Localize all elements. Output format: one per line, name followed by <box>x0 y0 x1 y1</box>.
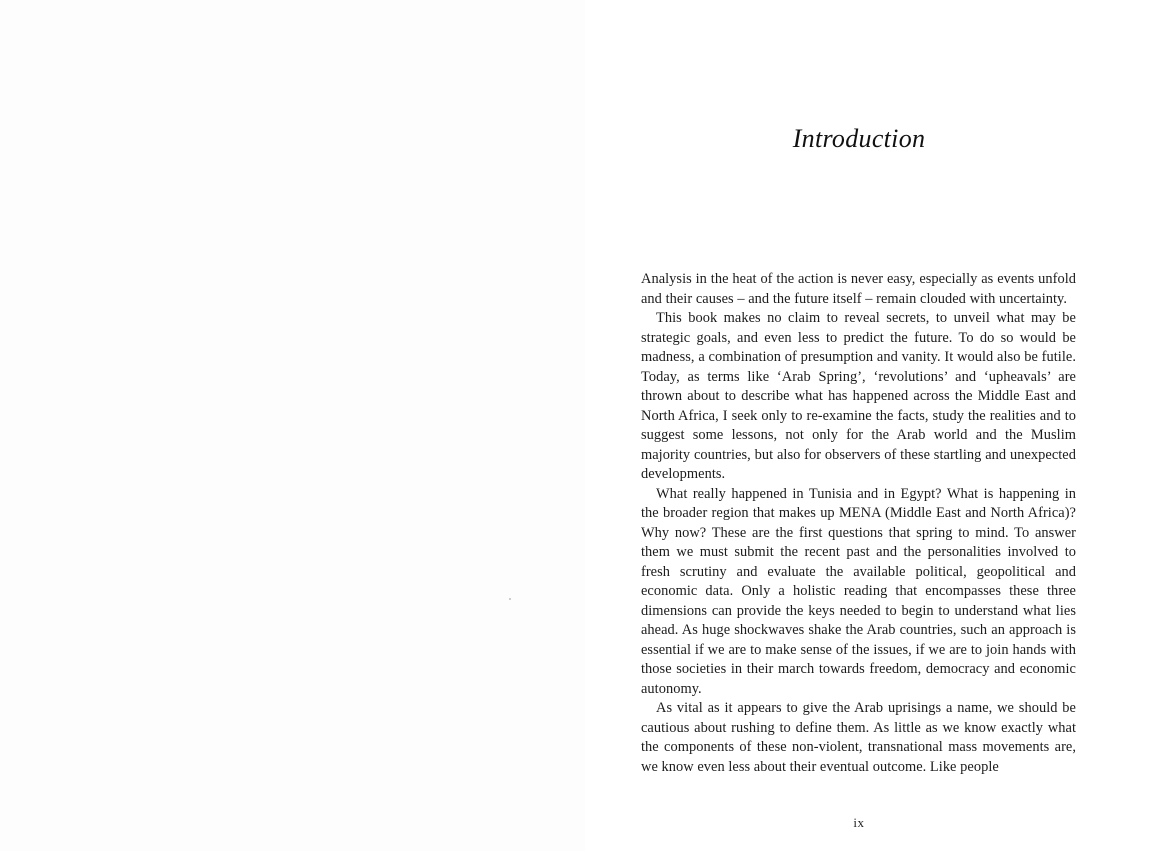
chapter-title: Introduction <box>792 124 926 153</box>
body-text <box>641 270 1076 777</box>
page-number: ix <box>853 815 865 830</box>
paragraph-4: As vital as it appears to give the Arab uprisings a name, we should be cautious about rushing to define them. As little as we know exactly what the components of these non-violent, transnational mass movements are, we know even less about their eventual outcome. Like people <box>641 700 1076 775</box>
scan-speck <box>509 598 511 600</box>
paragraph-3: What really happened in Tunisia and in Egypt? What is happening in the broader region that makes up MENA (Middle East and North Africa)? Why now? These are the first questions that spring to mind. To answer them we must submit the recent past and the personalities involved to fresh scrutiny and evaluate the available political, geopolitical and economic data. Only a holistic reading that encompasses these three dimensions can provide the keys needed to begin to understand what lies ahead. As huge shockwaves shake the Arab countries, such an approach is essential if we are to make sense of the issues, if we are to join hands with those societies in their march towards freedom, democracy and economic autonomy. <box>641 485 1076 697</box>
paragraph-1: Analysis in the heat of the action is never easy, especially as events unfold and their causes – and the future itself – remain clouded with uncertainty. <box>641 271 1076 307</box>
paragraph-2: This book makes no claim to reveal secrets, to unveil what may be strategic goals, and even less to predict the future. To do so would be madness, a combination of presumption and vanity. It would also be futile. Today, as terms like ‘Arab Spring’, ‘revolutions’ and ‘upheavals’ are thrown about to describe what has happened across the Middle East and North Africa, I seek only to re-examine the facts, study the realities and to suggest some lessons, not only for the Arab world and the Muslim majority countries, but also for observers of these startling and unexpected developments. <box>641 310 1076 482</box>
